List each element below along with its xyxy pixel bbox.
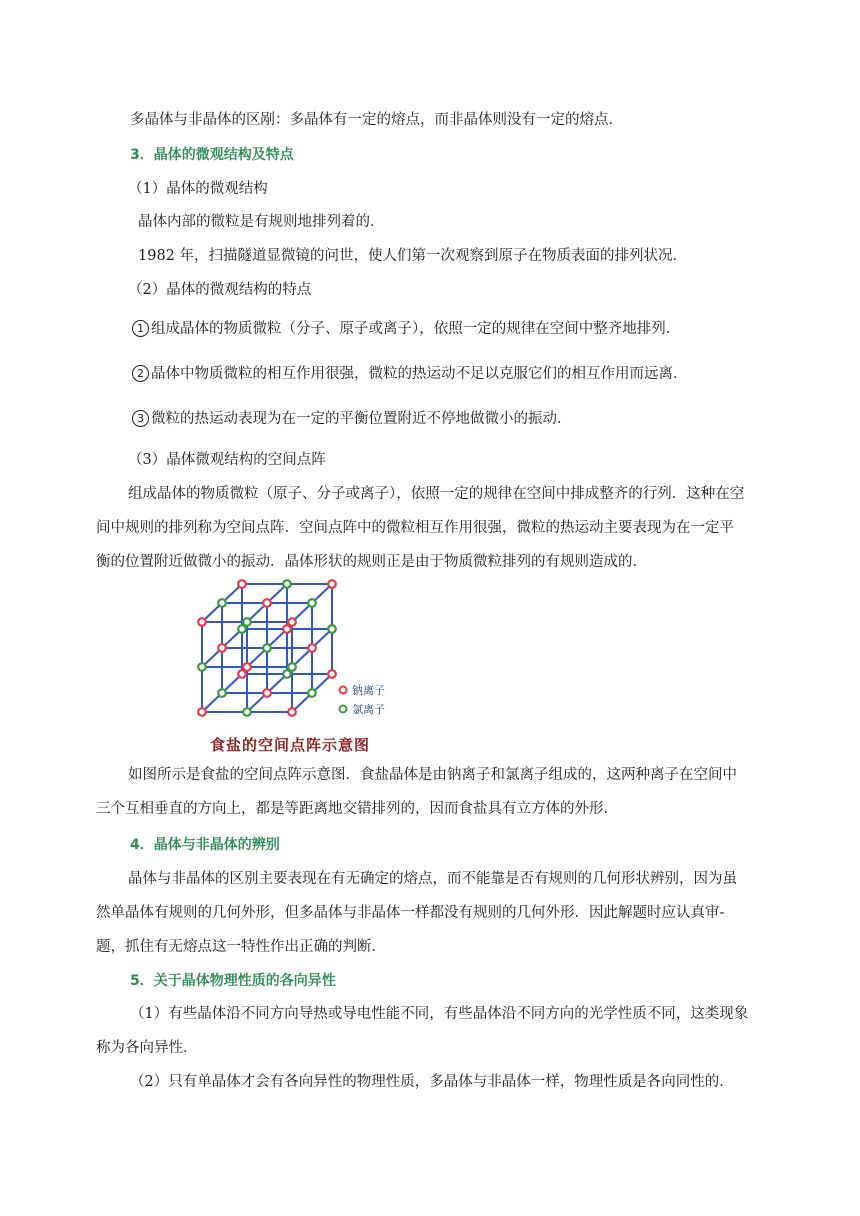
sodium-ion (328, 580, 336, 588)
subheading: （2）晶体的微观结构的特点 (128, 282, 312, 298)
sodium-ion (198, 708, 206, 716)
text-line: 三个互相垂直的方向上，都是等距离地交错排列的，因而食盐具有立方体的外形． (96, 801, 618, 817)
list-item (132, 319, 680, 339)
list-item (132, 409, 572, 429)
chlorine-ion (238, 625, 246, 633)
sodium-ion (288, 708, 296, 716)
chlorine-ion (308, 599, 316, 607)
text-line: 晶体与非晶体的区别主要表现在有无确定的熔点，而不能靠是否有规则的几何形状辨别，因为虽 (128, 871, 737, 887)
sodium-legend-dot (340, 687, 347, 694)
chlorine-ion (263, 644, 271, 652)
sodium-ion (283, 625, 291, 633)
sodium-ion (218, 644, 226, 652)
list-item-text: 微粒的热运动表现为在一定的平衡位置附近不停地做微小的振动． (151, 411, 572, 427)
text-line: 衡的位置附近做微小的振动．晶体形状的规则正是由于物质微粒排列的有规则造成的． (96, 554, 647, 570)
text-line: （2）只有单晶体才会有各向异性的物理性质，多晶体与非晶体一样，物理性质是各向同性的． (130, 1074, 734, 1090)
figure-caption: 食盐的空间点阵示意图 (210, 736, 371, 754)
sodium-ion (263, 689, 271, 697)
chlorine-ion (198, 663, 206, 671)
chlorine-ion (218, 689, 226, 697)
list-item (132, 364, 688, 384)
sodium-legend-label: 钠离子 (352, 684, 385, 697)
text-line: （1）有些晶体沿不同方向导热或导电性能不同，有些晶体沿不同方向的光学性质不同，这类现象 (130, 1006, 749, 1022)
text-line: 组成晶体的物质微粒（原子、分子或离子），依照一定的规律在空间中排成整齐的行列．这种在空 (128, 486, 745, 502)
subheading: （3）晶体微观结构的空间点阵 (128, 452, 326, 468)
text-line: 称为各向异性． (96, 1040, 198, 1056)
sodium-ion (238, 580, 246, 588)
sodium-ion (288, 618, 296, 626)
text-line: 然单晶体有规则的几何外形，但多晶体与非晶体一样都没有规则的几何外形．因此解题时应认真审- (96, 905, 725, 921)
salt-lattice-figure (190, 578, 410, 753)
sodium-ion (238, 670, 246, 678)
list-item-text: 晶体中物质微粒的相互作用很强，微粒的热运动不足以克服它们的相互作用而远离． (151, 366, 688, 382)
chlorine-legend-label: 氯离子 (352, 703, 385, 716)
figure-legend (340, 683, 386, 716)
chlorine-ion (328, 625, 336, 633)
text-line: 1982 年，扫描隧道显微镜的问世，使人们第一次观察到原子在物质表面的排列状况． (138, 248, 688, 264)
section-heading: 3．晶体的微观结构及特点 (130, 147, 294, 163)
text-line: 多晶体与非晶体的区剐：多晶体有一定的熔点，而非晶体则没有一定的熔点． (130, 112, 623, 128)
chlorine-ion (283, 580, 291, 588)
text-line: 间中规则的排列称为空间点阵．空间点阵中的微粒相互作用很强，微粒的热运动主要表现为在一定平 (96, 520, 734, 536)
text-line: 题，抓住有无熔点这一特性作出正确的判断． (96, 939, 386, 955)
chlorine-ion (283, 670, 291, 678)
list-item-text: 组成晶体的物质微粒（分子、原子或离子），依照一定的规律在空间中整齐地排列． (151, 321, 681, 337)
chlorine-legend-dot (340, 706, 347, 713)
circled-number: 3 (132, 410, 149, 427)
sodium-ion (308, 644, 316, 652)
chlorine-ion (243, 618, 251, 626)
section-heading: 5．关于晶体物理性质的各向异性 (130, 973, 336, 989)
section-heading: 4．晶体与非晶体的辨别 (130, 837, 280, 853)
circled-number: 1 (132, 320, 149, 337)
sodium-ion (198, 618, 206, 626)
chlorine-ion (308, 689, 316, 697)
text-line: 如图所示是食盐的空间点阵示意图．食盐晶体是由钠离子和氯离子组成的，这两种离子在空间中 (128, 767, 737, 783)
lattice-nodes (198, 580, 336, 716)
chlorine-ion (218, 599, 226, 607)
subheading: （1）晶体的微观结构 (128, 181, 268, 197)
sodium-ion (328, 670, 336, 678)
chlorine-ion (243, 708, 251, 716)
chlorine-ion (288, 663, 296, 671)
sodium-ion (263, 599, 271, 607)
sodium-ion (243, 663, 251, 671)
text-line: 晶体内部的微粒是有规则地排列着的． (138, 214, 385, 230)
circled-number: 2 (132, 365, 149, 382)
